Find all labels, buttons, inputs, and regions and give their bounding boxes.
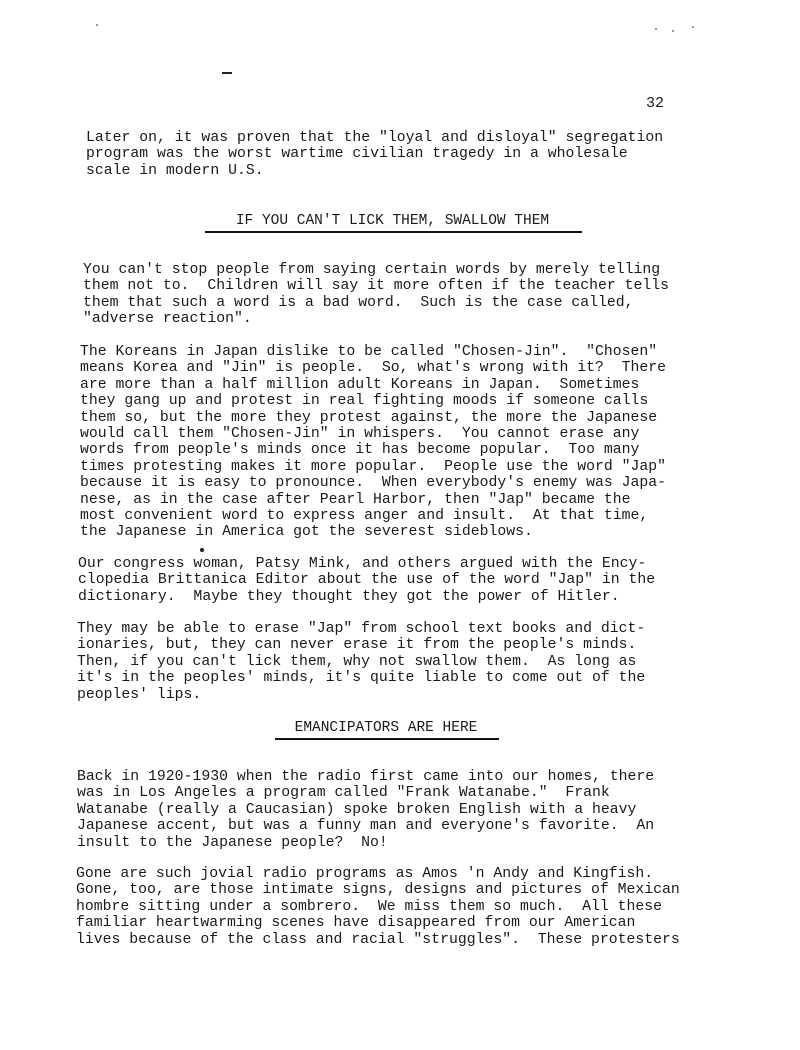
heading-lick-them: IF YOU CAN'T LICK THEM, SWALLOW THEM bbox=[235, 213, 550, 229]
paragraph-erase-jap: They may be able to erase "Jap" from school text books and dict- ionaries, but, they can never erase it from the people's minds. Then, if you can't lick them, why not swallow them. As long as it's in the peoples' minds, it's quite liable to come out of the peoples' lips. bbox=[77, 621, 646, 703]
scan-speck bbox=[96, 24, 98, 26]
paragraph-jovial-radio: Gone are such jovial radio programs as Amos 'n Andy and Kingfish. Gone, too, are those intimate signs, designs and pictures of Mexican hombre sitting under a sombrero. We miss them so much. All these familiar heartwarming scenes have disappeared from our American lives because of the class and racial "struggles". These protesters bbox=[76, 866, 680, 948]
paragraph-adverse-reaction: You can't stop people from saying certain words by merely telling them not to. Children will say it more often if the teacher tells them that such a word is a bad word. Such is the case called, "adverse reaction". bbox=[83, 262, 670, 328]
heading-emancipators: EMANCIPATORS ARE HERE bbox=[294, 720, 478, 736]
heading-underline bbox=[275, 738, 499, 740]
scan-speck bbox=[692, 26, 694, 28]
scan-speck bbox=[655, 28, 657, 30]
paragraph-segregation-program: Later on, it was proven that the "loyal and disloyal" segregation program was the worst wartime civilian tragedy in a wholesale scale in modern U.S. bbox=[86, 130, 664, 179]
stray-dash-mark bbox=[222, 72, 232, 74]
heading-underline bbox=[205, 231, 582, 233]
scan-speck bbox=[672, 30, 674, 32]
paragraph-chosen-jin: The Koreans in Japan dislike to be called "Chosen-Jin". "Chosen" means Korea and "Jin" is people. So, what's wrong with it? There are more than a half million adult Koreans in Japan. Sometimes they gang up and protest in real fighting moods if someone calls them so, but the more they protest against, the more the Japanese would call them "Chosen-Jin" in whispers. You cannot erase any words from people's minds once it has become popular. Too many times protesting makes it more popular. People use the word "Jap" because it is easy to pronounce. When everybody's enemy was Japa- nese, as in the case after Pearl Harbor, then "Jap" became the most convenient word to express anger and insult. At that time, the Japanese in America got the severest sideblows. bbox=[80, 344, 667, 541]
paragraph-patsy-mink: Our congress woman, Patsy Mink, and others argued with the Ency- clopedia Brittanica Editor about the use of the word "Jap" in the dictionary. Maybe they thought they got the power of Hitler. bbox=[78, 556, 656, 605]
page-number: 32 bbox=[646, 95, 665, 112]
paragraph-frank-watanabe: Back in 1920-1930 when the radio first came into our homes, there was in Los Angeles a program called "Frank Watanabe." Frank Watanabe (really a Caucasian) spoke broken English with a heavy Japanese accent, but was a funny man and everyone's favorite. An insult to the Japanese people? No! bbox=[77, 769, 655, 851]
stray-dot-mark bbox=[200, 548, 204, 552]
